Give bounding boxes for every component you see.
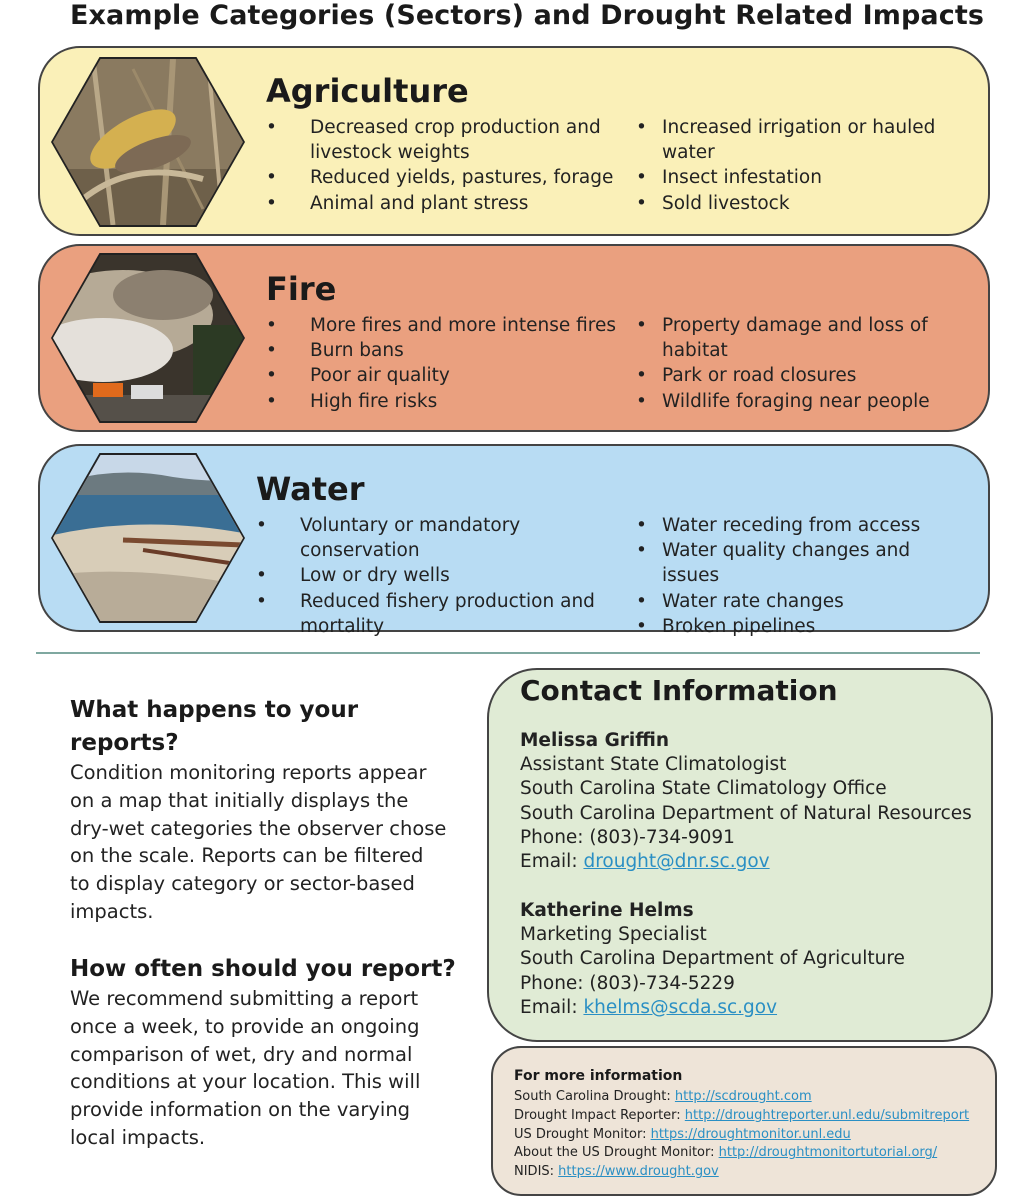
impact-list-right — [636, 115, 936, 216]
list-item: • Animal and plant stress — [266, 191, 616, 216]
list-item: • Park or road closures — [636, 363, 936, 388]
person-department: South Carolina Department of Agriculture — [520, 948, 905, 970]
more-info-links — [514, 1088, 969, 1182]
list-item: • Water rate changes — [636, 589, 966, 614]
link-label: South Carolina Drought: — [514, 1089, 675, 1104]
list-item: • Increased irrigation or hauled water — [636, 115, 936, 165]
list-item — [514, 1088, 969, 1107]
person-office: South Carolina State Climatology Office — [520, 778, 887, 800]
person-name: Melissa Griffin — [520, 730, 670, 751]
list-item: • Poor air quality — [266, 363, 616, 388]
list-item: • High fire risks — [266, 389, 616, 414]
list-item: • Burn bans — [266, 338, 616, 363]
more-info-title: For more information — [514, 1068, 683, 1084]
reports-body: Condition monitoring reports appear on a map that initially displays the dry-wet categories the observer chose on the scale. Reports can be filtered to display category or sector-based impacts. — [70, 761, 447, 923]
link-label: NIDIS: — [514, 1164, 559, 1180]
person-name: Katherine Helms — [520, 900, 694, 921]
list-item — [514, 1126, 969, 1145]
sector-title: Agriculture — [266, 72, 469, 110]
sector-agriculture — [38, 46, 990, 236]
corn-photo — [53, 59, 243, 225]
sector-fire — [38, 244, 990, 432]
list-item: • More fires and more intense fires — [266, 313, 616, 338]
contact-person — [520, 899, 905, 1020]
wildfire-photo — [53, 255, 243, 421]
list-item: • Insect infestation — [636, 165, 936, 190]
list-item: • Broken pipelines — [636, 614, 966, 639]
sector-water — [38, 444, 990, 637]
email-label: Email: — [520, 851, 584, 873]
list-item: • Water quality changes and issues — [636, 538, 966, 588]
sector-title: Water — [256, 470, 365, 508]
section-divider — [36, 652, 980, 654]
impact-list-left — [256, 513, 631, 639]
contact-panel — [487, 668, 993, 1042]
contact-title: Contact Information — [520, 674, 838, 707]
list-item — [514, 1107, 969, 1126]
list-item: • Low or dry wells — [256, 563, 631, 588]
page-title: Example Categories (Sectors) and Drought Related Impacts — [70, 0, 985, 31]
link-drought-tutorial[interactable]: http://droughtmonitortutorial.org/ — [718, 1145, 938, 1161]
person-department: South Carolina Department of Natural Resources — [520, 802, 972, 824]
link-scdrought[interactable]: http://scdrought.com — [674, 1089, 812, 1104]
link-drought-monitor[interactable]: https://droughtmonitor.unl.edu — [650, 1126, 851, 1142]
person-phone: Phone: (803)-734-5229 — [520, 972, 735, 994]
person-title: Marketing Specialist — [520, 924, 707, 946]
link-label: Drought Impact Reporter: — [514, 1107, 685, 1123]
link-label: US Drought Monitor: — [514, 1126, 651, 1142]
lake-photo — [53, 455, 243, 621]
impact-list-left — [266, 313, 616, 414]
list-item: • Property damage and loss of habitat — [636, 313, 936, 363]
reports-heading: What happens to your reports? — [70, 697, 359, 756]
list-item: • Sold livestock — [636, 191, 936, 216]
email-link[interactable]: drought@dnr.sc.gov — [583, 851, 770, 873]
sector-title: Fire — [266, 270, 337, 308]
list-item: • Voluntary or mandatory conservation — [256, 513, 631, 563]
frequency-heading: How often should you report? — [70, 956, 456, 982]
person-phone: Phone: (803)-734-9091 — [520, 826, 735, 848]
link-drought-reporter[interactable]: http://droughtreporter.unl.edu/submitreport — [684, 1107, 970, 1123]
list-item: • Wildlife foraging near people — [636, 389, 936, 414]
list-item — [514, 1163, 969, 1182]
more-info-panel — [491, 1046, 997, 1196]
list-item — [514, 1144, 969, 1163]
email-label: Email: — [520, 996, 584, 1018]
link-nidis[interactable]: https://www.drought.gov — [558, 1164, 719, 1180]
contact-person — [520, 729, 972, 874]
impact-list-right — [636, 313, 936, 414]
frequency-body: We recommend submitting a report once a week, to provide an ongoing comparison of wet, dry and normal conditions at your location. This will provide information on the varying local impacts. — [70, 987, 421, 1149]
list-item: • Water receding from access — [636, 513, 966, 538]
email-link[interactable]: khelms@scda.sc.gov — [583, 996, 778, 1018]
list-item: • Decreased crop production and livestock weights — [266, 115, 616, 165]
list-item: • Reduced fishery production and mortality — [256, 589, 631, 639]
link-label: About the US Drought Monitor: — [514, 1145, 719, 1161]
impact-list-left — [266, 115, 616, 216]
list-item: • Reduced yields, pastures, forage — [266, 165, 616, 190]
person-title: Assistant State Climatologist — [520, 754, 787, 776]
impact-list-right — [636, 513, 966, 639]
